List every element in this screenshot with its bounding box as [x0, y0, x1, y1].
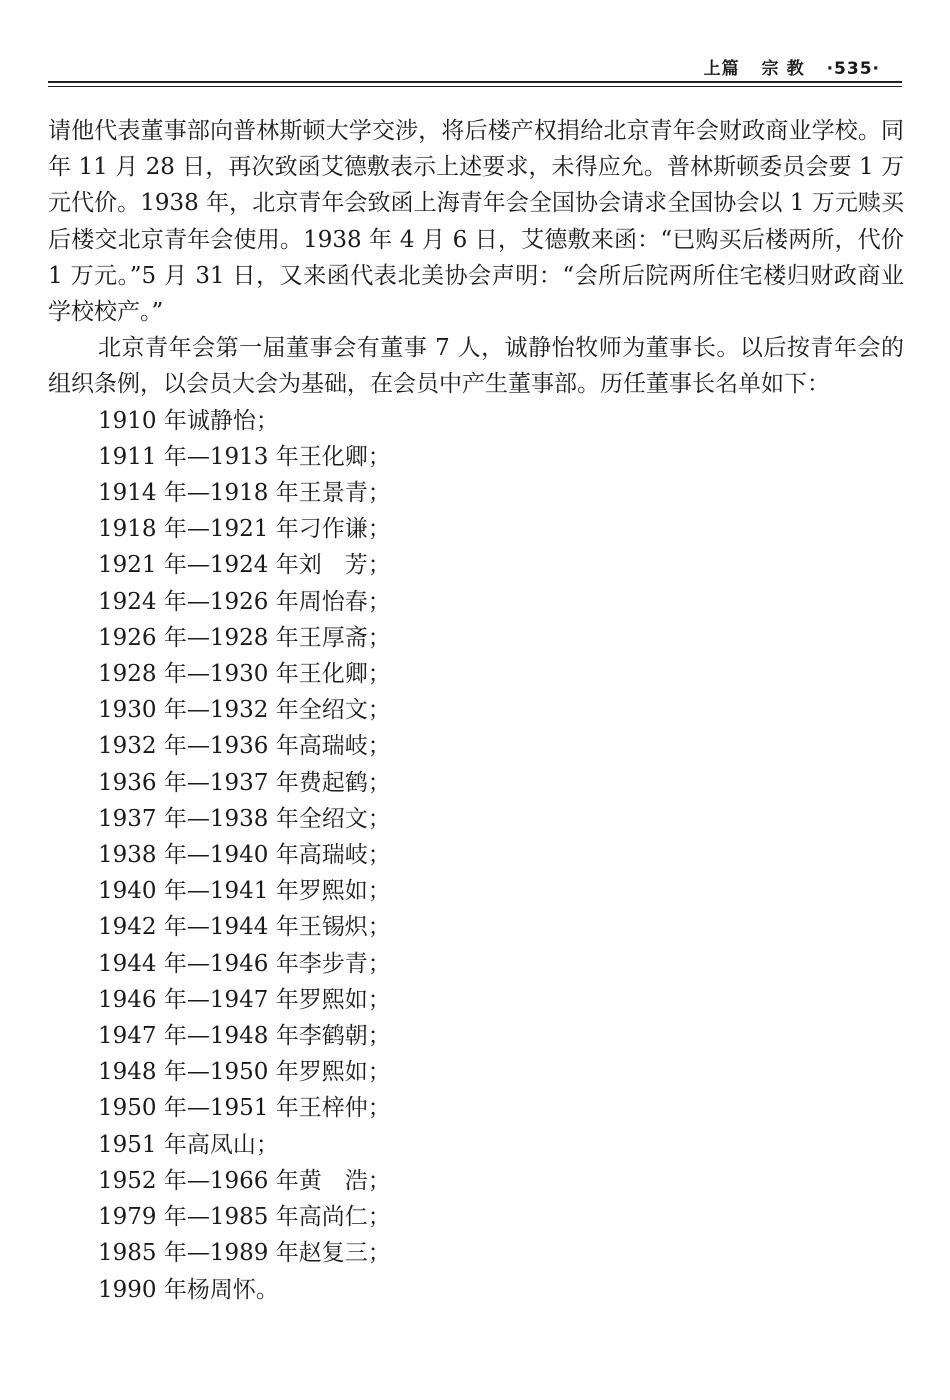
list-item: 1946 年—1947 年罗熙如；: [98, 986, 391, 1013]
list-item: 1948 年—1950 年罗熙如；: [98, 1059, 391, 1086]
paragraph-board-intro: 北京青年会第一届董事会有董事 7 人，诚静怡牧师为董事长。以后按青年会的组织条例，以会员大会为基础，在会员中产生董事部。历任董事长名单如下：: [48, 335, 904, 398]
paragraph-continued: 请他代表董事部向普林斯顿大学交涉，将后楼产权捐给北京青年会财政商业学校。同年 11 月 28 日，再次致函艾德敷表示上述要求，未得应允。普林斯顿委员会要 1 万元代价。1938 年，北京青年会致函上海青年会全国协会请求全国协会以 1 万元赎买后楼交北京青年会使用。1938 年 4 月 6 日，艾德敷来函：“已购买后楼两所，代价 1 万元。”5 月 31 日，又来函代表北美协会声明：“会所后院两所住宅楼归财政商业学校校产。”: [48, 118, 904, 326]
list-item: 1952 年—1966 年黄 浩；: [98, 1167, 391, 1194]
list-item: 1985 年—1989 年赵复三；: [98, 1240, 391, 1267]
list-item: 1940 年—1941 年罗熙如；: [98, 878, 391, 905]
list-item: 1938 年—1940 年高瑞岐；: [98, 842, 391, 869]
list-item: 1911 年—1913 年王化卿；: [98, 443, 391, 470]
header-section: 上篇: [703, 59, 740, 79]
page-number: ·535·: [826, 59, 880, 79]
list-item: 1932 年—1936 年高瑞岐；: [98, 733, 391, 760]
list-item: 1936 年—1937 年费起鹤；: [98, 769, 391, 796]
list-item: 1926 年—1928 年王厚斋；: [98, 624, 391, 651]
list-item: 1918 年—1921 年刁作谦；: [98, 516, 391, 543]
list-item: 1990 年杨周怀。: [98, 1276, 279, 1303]
running-header: [48, 50, 902, 80]
list-item: 1979 年—1985 年高尚仁；: [98, 1204, 391, 1231]
list-item: 1928 年—1930 年王化卿；: [98, 661, 391, 688]
list-item: 1947 年—1948 年李鹤朝；: [98, 1023, 391, 1050]
list-item: 1924 年—1926 年周怡春；: [98, 588, 391, 615]
list-item: 1951 年高凤山；: [98, 1131, 279, 1158]
list-item: 1950 年—1951 年王梓仲；: [98, 1095, 391, 1122]
header-rule: [48, 81, 902, 87]
list-item: 1944 年—1946 年李步青；: [98, 950, 391, 977]
list-item: 1914 年—1918 年王景青；: [98, 480, 391, 507]
page-body: [48, 113, 904, 1308]
list-item: 1921 年—1924 年刘 芳；: [98, 552, 391, 579]
header-text: [704, 54, 880, 79]
list-item: 1930 年—1932 年全绍文；: [98, 697, 391, 724]
list-item: 1910 年诚静怡；: [98, 407, 279, 434]
list-item: 1942 年—1944 年王锡炽；: [98, 914, 391, 941]
chairman-list: [48, 403, 904, 1308]
list-item: 1937 年—1938 年全绍文；: [98, 805, 391, 832]
header-chapter: 宗 教: [761, 59, 805, 79]
